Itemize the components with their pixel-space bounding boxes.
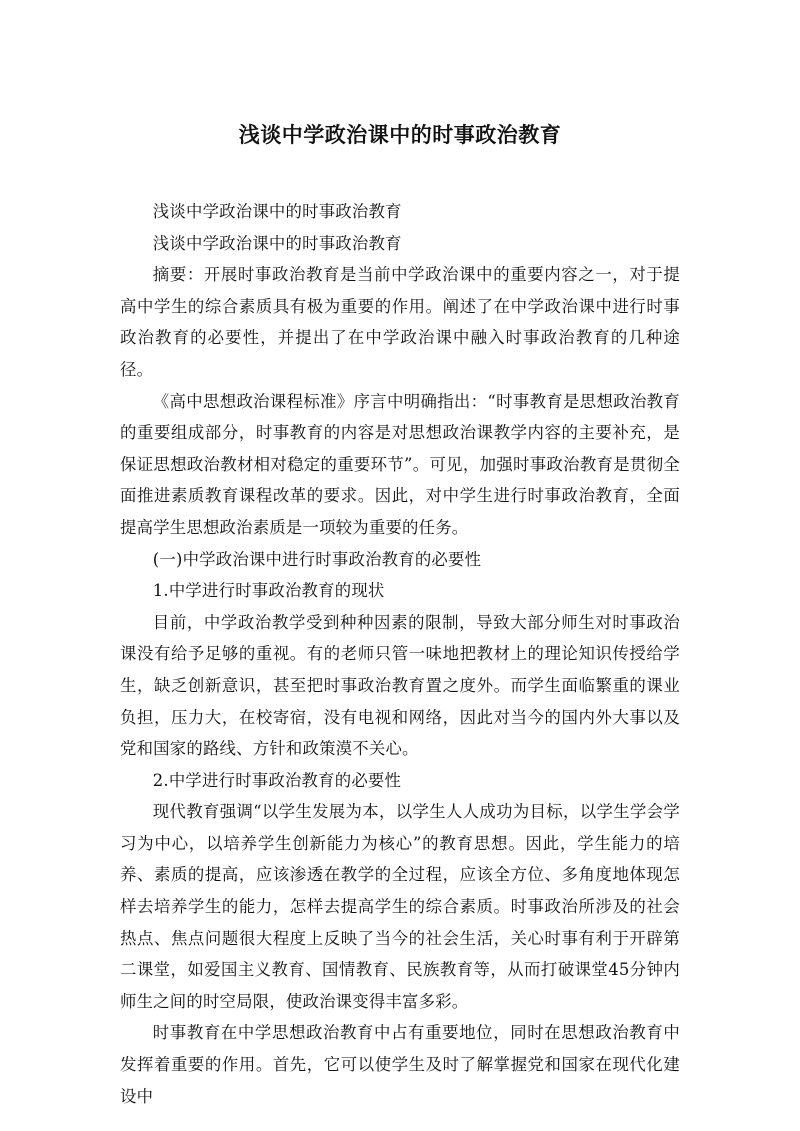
- subsection-heading-2: 2.中学进行时事政治教育的必要性: [152, 770, 402, 790]
- body-paragraph-repeat-title-1: 浅谈中学政治课中的时事政治教育: [152, 202, 402, 221]
- document-title: 浅谈中学政治课中的时事政治教育: [238, 123, 562, 147]
- body-paragraph-standard-quote: 《高中思想政治课程标准》序言中明确指出：“时事教育是思想政治教育的重要组成部分，时事教育的内容是对思想政治课教学内容的主要补充，是保证思想政治教材相对稳定的重要环节”。可见，加强时事政治教育是贯彻全面推进素质教育课程改革的要求。因此，对中学生进行时事政治教育，全面提高学生思想政治素质是一项较为重要的任务。: [120, 391, 680, 537]
- body-paragraph-necessity: 现代教育强调“以学生发展为本，以学生人人成功为目标，以学生学会学习为中心，以培养学生创新能力为核心”的教育思想。因此，学生能力的培养、素质的提高，应该渗透在教学的全过程，应该全方位、多角度地体现怎样去培养学生的能力，怎样去提高学生的综合素质。时事政治所涉及的社会热点、焦点问题很大程度上反映了当今的社会生活，关心时事有利于开辟第二课堂，如爱国主义教育、国情教育、民族教育等，从而打破课堂45分钟内师生之间的时空局限，使政治课变得丰富多彩。: [120, 802, 680, 1011]
- body-paragraph-importance: 时事教育在中学思想政治教育中占有重要地位，同时在思想政治教育中发挥着重要的作用。首先，它可以使学生及时了解掌握党和国家在现代化建设中: [120, 1023, 680, 1106]
- subsection-heading-1: 1.中学进行时事政治教育的现状: [152, 581, 385, 601]
- document-body: [120, 196, 680, 1112]
- section-heading-1: (一)中学政治课中进行时事政治教育的必要性: [152, 549, 482, 569]
- abstract-paragraph: 摘要：开展时事政治教育是当前中学政治课中的重要内容之一，对于提高中学生的综合素质具有极为重要的作用。阐述了在中学政治课中进行时事政治教育的必要性，并提出了在中学政治课中融入时事政治教育的几种途径。: [120, 265, 680, 379]
- body-paragraph-current-situation: 目前，中学政治教学受到种种因素的限制，导致大部分师生对时事政治课没有给予足够的重视。有的老师只管一味地把教材上的理论知识传授给学生，缺乏创新意识，甚至把时事政治教育置之度外。而学生面临繁重的课业负担，压力大，在校寄宿，没有电视和网络，因此对当今的国内外大事以及党和国家的路线、方针和政策漠不关心。: [120, 612, 680, 759]
- body-paragraph-repeat-title-2: 浅谈中学政治课中的时事政治教育: [152, 233, 402, 253]
